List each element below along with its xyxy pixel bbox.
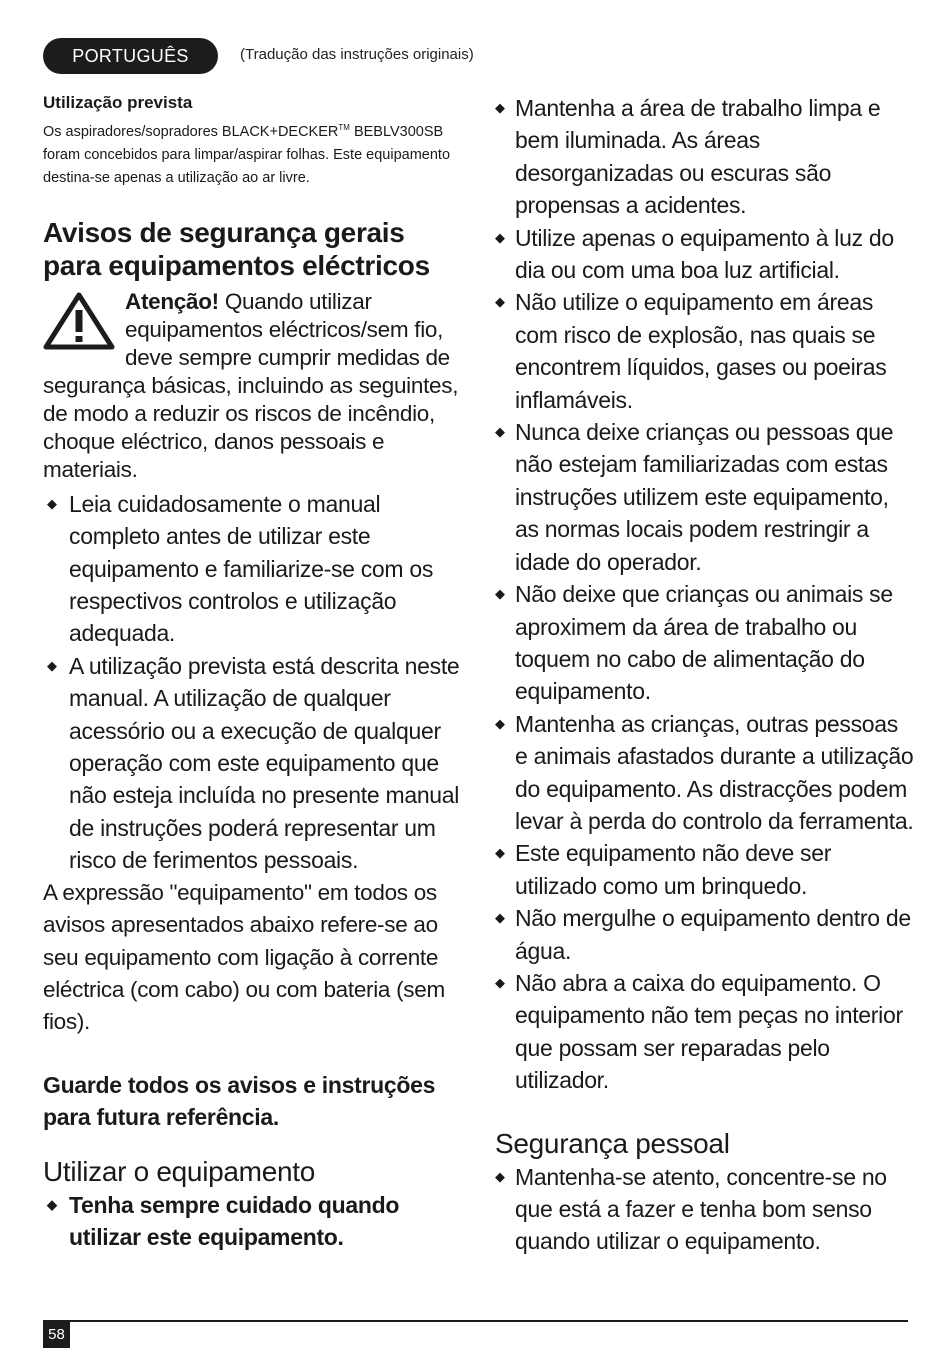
list-item: ◆ Mantenha as crianças, outras pessoas e animais afastados durante a utilização do equipamento. As distracções podem levar à perda do controlo da ferramenta. — [495, 708, 915, 838]
list-item: ◆ Mantenha a área de trabalho limpa e bem iluminada. As áreas desorganizadas ou escuras são propensas a acidentes. — [495, 92, 915, 222]
footer-divider — [70, 1320, 908, 1322]
list-item: ◆ Leia cuidadosamente o manual completo antes de utilizar este equipamento e familiarize-se com os respectivos controlos e utilização adequada. — [43, 488, 468, 650]
warning-block — [43, 288, 468, 484]
translation-note: (Tradução das instruções originais) — [240, 46, 474, 63]
language-badge: PORTUGUÊS — [43, 38, 218, 74]
bullet-icon: ◆ — [495, 229, 505, 245]
use-heading: Utilizar o equipamento — [43, 1155, 315, 1187]
right-bullet-list — [495, 92, 915, 1097]
use-bullet-list — [43, 1189, 468, 1254]
keep-instructions: Guarde todos os avisos e instruções para futura referência. — [43, 1071, 436, 1130]
page-number: 58 — [43, 1320, 70, 1348]
trademark-mark: TM — [338, 123, 350, 132]
list-item: ◆ Não deixe que crianças ou animais se aproximem da área de trabalho ou toquem no cabo de alimentação do equipamento. — [495, 578, 915, 708]
intended-use-text: Os aspiradores/sopradores BLACK+DECKER™ BEBLV300SB foram concebidos para limpar/aspirar folhas. Este equipamento destina-se apenas a utilização ao ar livre. — [43, 123, 451, 186]
bullet-icon: ◆ — [495, 910, 505, 926]
bullet-icon: ◆ — [495, 294, 505, 310]
list-item: ◆ Este equipamento não deve ser utilizado como um brinquedo. — [495, 837, 915, 902]
list-item: ◆ Nunca deixe crianças ou pessoas que não estejam familiarizadas com estas instruções utilizem este equipamento, as normas locais podem restringir a idade do operador. — [495, 416, 915, 578]
bullet-icon: ◆ — [495, 845, 505, 861]
bullet-icon: ◆ — [495, 974, 505, 990]
bullet-icon: ◆ — [47, 657, 57, 673]
intended-use-title: Utilização prevista — [43, 93, 193, 112]
warning-triangle-icon — [43, 292, 115, 350]
list-item: ◆ Utilize apenas o equipamento à luz do dia ou com uma boa luz artificial. — [495, 222, 915, 287]
safety-heading: Avisos de segurança gerais para equipamentos eléctricos — [43, 216, 430, 281]
personal-bullet-list — [495, 1161, 915, 1258]
list-item: ◆ Tenha sempre cuidado quando utilizar este equipamento. — [43, 1189, 468, 1254]
bullet-icon: ◆ — [495, 586, 505, 602]
left-bullet-list — [43, 488, 468, 877]
list-item: ◆ Não abra a caixa do equipamento. O equipamento não tem peças no interior que possam ser reparadas pelo utilizador. — [495, 967, 915, 1097]
list-item: ◆ Não utilize o equipamento em áreas com risco de explosão, nas quais se encontrem líquidos, gases ou poeiras inflamáveis. — [495, 286, 915, 416]
list-item: ◆ A utilização prevista está descrita neste manual. A utilização de qualquer acessório ou a execução de qualquer operação com este equipamento que não esteja incluída no presente manual de instruções poderá representar um risco de ferimentos pessoais. — [43, 650, 468, 877]
bullet-icon: ◆ — [495, 715, 505, 731]
bullet-icon: ◆ — [47, 495, 57, 511]
bullet-icon: ◆ — [495, 100, 505, 115]
warning-text: Atenção! Quando utilizar equipamentos eléctricos/sem fio, deve sempre cumprir medidas de segurança básicas, incluindo as seguintes, de modo a reduzir os riscos de incêndio, choque eléctrico, danos pessoais e materiais. — [43, 288, 459, 482]
personal-safety-heading: Segurança pessoal — [495, 1127, 730, 1159]
expression-text: A expressão "equipamento" em todos os avisos apresentados abaixo refere-se ao seu equipamento com ligação à corrente eléctrica (com cabo) ou com bateria (sem fios). — [43, 879, 445, 1035]
bullet-icon: ◆ — [495, 1168, 505, 1184]
list-item: ◆ Não mergulhe o equipamento dentro de água. — [495, 902, 915, 967]
bullet-icon: ◆ — [47, 1196, 57, 1212]
warning-label: Atenção! — [125, 288, 219, 314]
right-column — [495, 92, 915, 1258]
left-column — [43, 92, 468, 1254]
list-item: ◆ Mantenha-se atento, concentre-se no que está a fazer e tenha bom senso quando utilizar o equipamento. — [495, 1161, 915, 1258]
bullet-icon: ◆ — [495, 424, 505, 440]
